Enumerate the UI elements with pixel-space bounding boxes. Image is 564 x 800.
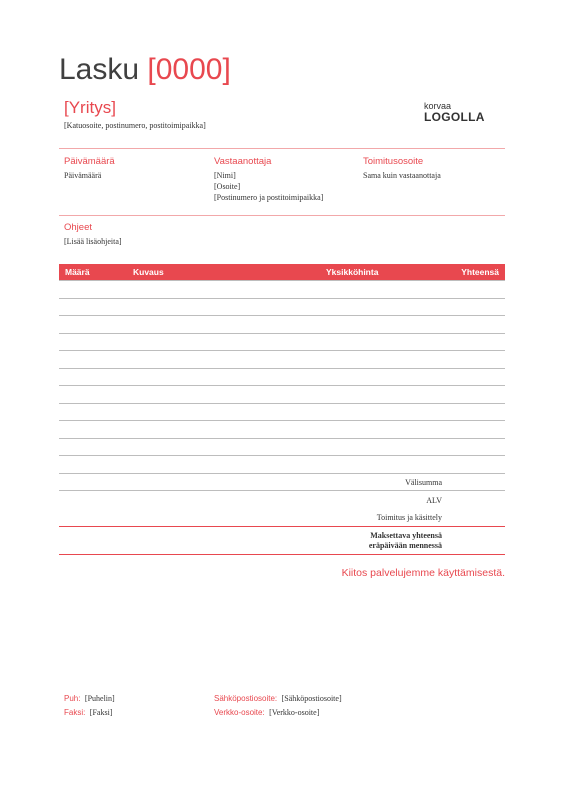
shipping-label: Toimitus ja käsittely <box>376 513 442 522</box>
col-quantity: Määrä <box>65 267 90 277</box>
table-row <box>59 420 505 421</box>
table-row <box>59 368 505 369</box>
phone-label: Puh: <box>64 694 81 703</box>
phone-value: [Puhelin] <box>84 694 115 703</box>
footer-web <box>214 702 319 720</box>
amount-due-line-2: eräpäivään mennessä <box>368 541 442 550</box>
logo-placeholder <box>424 101 484 123</box>
amount-due-line-1: Maksettava yhteensä <box>370 531 442 540</box>
subtotal-label: Välisumma <box>405 478 442 487</box>
logo-line-2: LOGOLLA <box>424 110 485 124</box>
table-row <box>59 490 505 491</box>
table-row <box>59 315 505 316</box>
recipient-label: Vastaanottaja <box>214 156 272 167</box>
delivery-label: Toimitusosoite <box>363 156 424 167</box>
table-row <box>59 385 505 386</box>
email-label: Sähköpostiosoite: <box>214 694 278 703</box>
web-label: Verkko-osoite: <box>214 708 265 717</box>
divider <box>59 148 505 149</box>
instructions-label: Ohjeet <box>64 222 92 233</box>
email-value: [Sähköpostiosoite] <box>281 694 342 703</box>
date-label: Päivämäärä <box>64 156 115 167</box>
recipient-name: [Nimi] <box>214 171 236 180</box>
table-row <box>59 333 505 334</box>
table-row <box>59 473 505 474</box>
table-row <box>59 280 505 281</box>
total-divider <box>59 526 505 527</box>
web-value: [Verkko-osoite] <box>269 708 320 717</box>
col-description: Kuvaus <box>133 267 164 277</box>
logo-line-1: korvaa <box>424 101 452 111</box>
company-name: [Yritys] <box>64 98 116 117</box>
date-value: Päivämäärä <box>64 171 102 180</box>
recipient-address: [Osoite] <box>214 182 241 191</box>
divider <box>59 215 505 216</box>
table-header <box>59 264 505 280</box>
delivery-value: Sama kuin vastaanottaja <box>363 171 441 180</box>
table-row <box>59 298 505 299</box>
amount-due-label <box>369 531 442 551</box>
company-address: [Katuosoite, postinumero, postitoimipaikka] <box>64 121 206 130</box>
total-divider <box>59 554 505 555</box>
invoice-title-word: Lasku <box>59 53 140 86</box>
fax-value: [Faksi] <box>89 708 113 717</box>
vat-label: ALV <box>426 496 442 505</box>
table-row <box>59 350 505 351</box>
footer-fax <box>64 702 112 720</box>
instructions-value: [Lisää lisäohjeita] <box>64 237 122 246</box>
col-total: Yhteensä <box>461 267 499 277</box>
fax-label: Faksi: <box>64 708 86 717</box>
invoice-number: [0000] <box>147 53 231 86</box>
table-row <box>59 438 505 439</box>
table-row <box>59 403 505 404</box>
col-unit-price: Yksikköhinta <box>326 267 379 277</box>
thanks-message: Kiitos palvelujemme käyttämisestä. <box>341 567 505 579</box>
recipient-postal: [Postinumero ja postitoimipaikka] <box>214 193 324 202</box>
invoice-title <box>59 52 231 88</box>
table-row <box>59 455 505 456</box>
